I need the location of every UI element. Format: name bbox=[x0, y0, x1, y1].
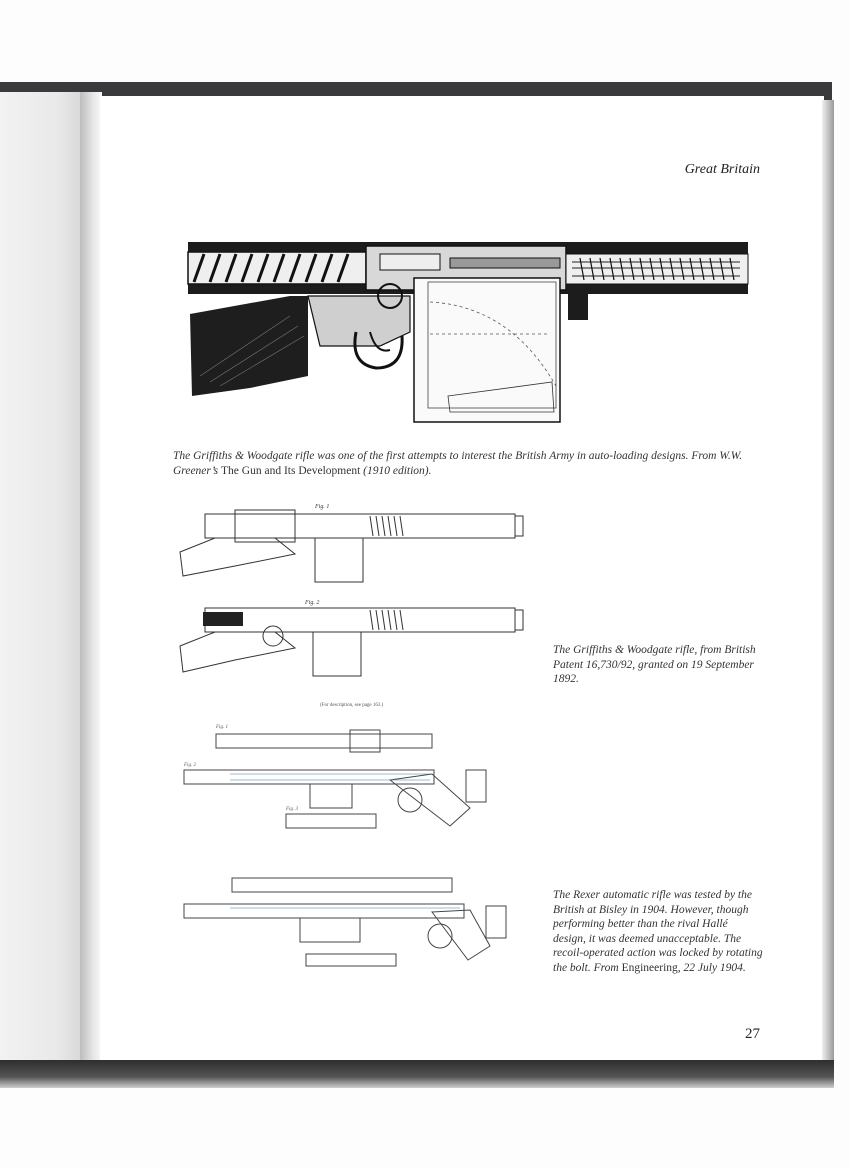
figure-3-caption bbox=[553, 888, 763, 975]
figure-1-caption-title: The Gun and Its Development bbox=[221, 464, 361, 477]
patent-fig-2-label: Fig. 2 bbox=[305, 600, 320, 606]
book-gutter bbox=[80, 92, 102, 1060]
griffiths-woodgate-cutaway-illustration bbox=[180, 236, 760, 431]
figure-1-caption-text-b: (1910 edition). bbox=[360, 464, 432, 477]
page-number: 27 bbox=[745, 1026, 760, 1042]
rexer-fig-2-label: Fig. 2 bbox=[184, 763, 196, 768]
facing-page-edge bbox=[0, 92, 82, 1060]
figure-1-caption-text-a: The Griffiths & Woodgate rifle was one of the first attempts to interest the British Army in auto-loading designs. From W.W. Greener’s bbox=[173, 450, 743, 477]
figure-3-caption-text-b: , 22 July 1904. bbox=[677, 961, 746, 974]
figure-2-caption: The Griffiths & Woodgate rifle, from British Patent 16,730/92, granted on 19 September 1892. bbox=[553, 644, 756, 685]
running-header: Great Britain bbox=[684, 162, 760, 177]
rexer-fig-1-label: Fig. 1 bbox=[216, 725, 228, 730]
figure-1-caption bbox=[173, 449, 773, 478]
rexer-description-note: (For description, see page 163.) bbox=[320, 703, 384, 708]
rexer-fig-3-label: Fig. 3 bbox=[286, 807, 298, 812]
figure-3-caption-source: Engineering bbox=[621, 961, 678, 974]
page-edge-shadow bbox=[822, 100, 834, 1060]
figure-3-caption-text-a: The Rexer automatic rifle was tested by the British at Bisley in 1904. However, though performing better than the rival Hallé design, it was deemed unacceptable. The recoil-operated action was locked by rotating the bolt. From bbox=[553, 889, 763, 974]
griffiths-woodgate-patent-drawing bbox=[175, 500, 535, 680]
patent-fig-1-label: Fig. 1 bbox=[315, 504, 330, 510]
rexer-rifle-drawings bbox=[170, 698, 550, 988]
bottom-shadow bbox=[0, 1060, 834, 1088]
